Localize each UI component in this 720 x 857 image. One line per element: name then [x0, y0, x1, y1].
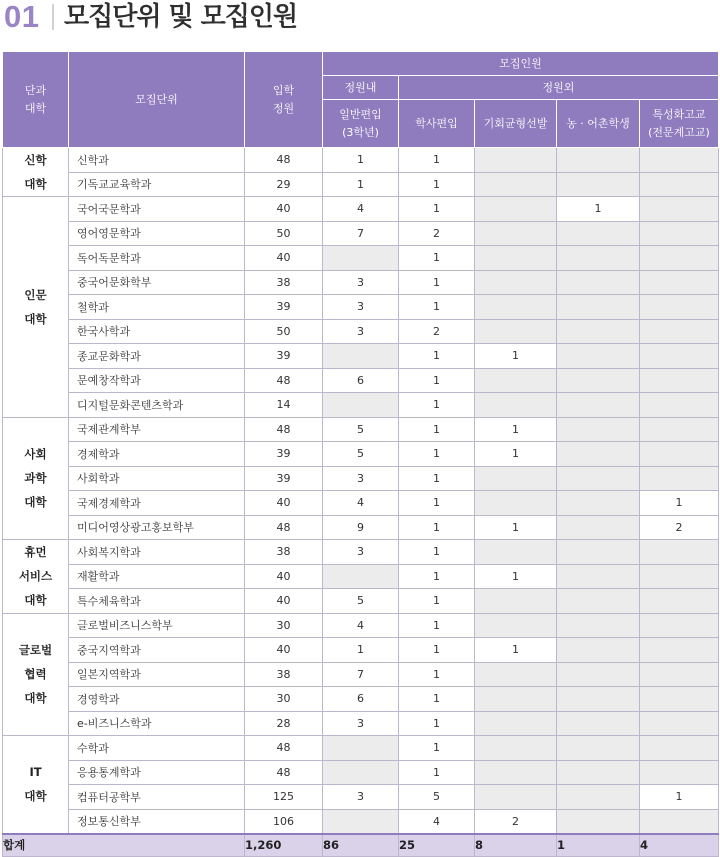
rural-cell — [557, 638, 640, 663]
quota-cell: 39 — [245, 442, 323, 467]
general-cell: 9 — [323, 515, 399, 540]
rural-cell — [557, 564, 640, 589]
dept-name: 사회학과 — [69, 466, 245, 491]
header-bachelor-transfer: 학사편입 — [399, 100, 475, 148]
special-cell — [640, 270, 719, 295]
table-row — [3, 540, 719, 565]
title-divider — [52, 4, 54, 30]
special-cell — [640, 417, 719, 442]
table-row — [3, 344, 719, 369]
dept-name: 기독교교육학과 — [69, 172, 245, 197]
general-cell — [323, 736, 399, 761]
dept-name: 경영학과 — [69, 687, 245, 712]
dept-name: 종교문화학과 — [69, 344, 245, 369]
equal-cell — [475, 466, 557, 491]
page-header — [0, 0, 720, 42]
header-within: 정원내 — [323, 76, 399, 100]
rural-cell: 1 — [557, 197, 640, 222]
quota-cell: 39 — [245, 466, 323, 491]
rural-cell — [557, 736, 640, 761]
table-row — [3, 197, 719, 222]
special-cell — [640, 246, 719, 271]
rural-cell — [557, 466, 640, 491]
equal-cell — [475, 540, 557, 565]
table-row — [3, 809, 719, 834]
college-name: 휴먼 서비스 대학 — [3, 540, 69, 614]
general-cell: 5 — [323, 442, 399, 467]
equal-cell — [475, 760, 557, 785]
header-quota: 입학 정원 — [245, 52, 323, 148]
table-row — [3, 393, 719, 418]
special-cell — [640, 760, 719, 785]
equal-cell: 1 — [475, 417, 557, 442]
rural-cell — [557, 515, 640, 540]
rural-cell — [557, 319, 640, 344]
quota-cell: 29 — [245, 172, 323, 197]
college-name: 인문 대학 — [3, 197, 69, 418]
table-body — [3, 148, 719, 834]
special-cell — [640, 319, 719, 344]
header-equal-opportunity: 기회균형선발 — [475, 100, 557, 148]
dept-name: 특수체육학과 — [69, 589, 245, 614]
table-row — [3, 417, 719, 442]
table-row — [3, 711, 719, 736]
table-row — [3, 736, 719, 761]
equal-cell: 2 — [475, 809, 557, 834]
equal-cell — [475, 246, 557, 271]
rural-cell — [557, 295, 640, 320]
table-row — [3, 785, 719, 810]
bachelor-cell: 1 — [399, 197, 475, 222]
general-cell: 7 — [323, 221, 399, 246]
table-row — [3, 270, 719, 295]
college-name: 사회 과학 대학 — [3, 417, 69, 540]
dept-name: 글로벌비즈니스학부 — [69, 613, 245, 638]
special-cell — [640, 540, 719, 565]
dept-name: 한국사학과 — [69, 319, 245, 344]
equal-cell — [475, 785, 557, 810]
equal-cell — [475, 662, 557, 687]
rural-cell — [557, 270, 640, 295]
equal-cell — [475, 687, 557, 712]
dept-name: 경제학과 — [69, 442, 245, 467]
rural-cell — [557, 417, 640, 442]
table-row — [3, 687, 719, 712]
bachelor-cell: 1 — [399, 760, 475, 785]
special-cell — [640, 613, 719, 638]
general-cell — [323, 393, 399, 418]
general-cell: 3 — [323, 319, 399, 344]
table-row — [3, 319, 719, 344]
equal-cell — [475, 221, 557, 246]
dept-name: 국어국문학과 — [69, 197, 245, 222]
header-special-highschool: 특성화고교 (전문계고교) — [640, 100, 719, 148]
quota-cell: 40 — [245, 491, 323, 516]
quota-cell: 38 — [245, 270, 323, 295]
equal-cell: 1 — [475, 344, 557, 369]
general-cell — [323, 809, 399, 834]
general-cell: 1 — [323, 638, 399, 663]
bachelor-cell: 1 — [399, 270, 475, 295]
general-cell — [323, 564, 399, 589]
special-cell: 1 — [640, 785, 719, 810]
bachelor-cell: 1 — [399, 736, 475, 761]
quota-cell: 39 — [245, 295, 323, 320]
table-row — [3, 442, 719, 467]
header-dept: 모집단위 — [69, 52, 245, 148]
bachelor-cell: 1 — [399, 589, 475, 614]
rural-cell — [557, 785, 640, 810]
bachelor-cell: 1 — [399, 393, 475, 418]
dept-name: 중국지역학과 — [69, 638, 245, 663]
quota-cell: 38 — [245, 540, 323, 565]
bachelor-cell: 2 — [399, 319, 475, 344]
general-cell: 6 — [323, 687, 399, 712]
general-cell — [323, 760, 399, 785]
table-row — [3, 564, 719, 589]
quota-cell: 38 — [245, 662, 323, 687]
special-cell: 1 — [640, 491, 719, 516]
dept-name: 국제관계학부 — [69, 417, 245, 442]
table-row — [3, 515, 719, 540]
general-cell: 4 — [323, 491, 399, 516]
table-row — [3, 246, 719, 271]
rural-cell — [557, 344, 640, 369]
special-cell — [640, 148, 719, 173]
dept-name: 사회복지학과 — [69, 540, 245, 565]
dept-name: 수학과 — [69, 736, 245, 761]
bachelor-cell: 1 — [399, 172, 475, 197]
special-cell — [640, 197, 719, 222]
bachelor-cell: 1 — [399, 711, 475, 736]
table-row — [3, 589, 719, 614]
quota-cell: 30 — [245, 613, 323, 638]
quota-cell: 40 — [245, 564, 323, 589]
equal-cell — [475, 368, 557, 393]
quota-cell: 106 — [245, 809, 323, 834]
header-college: 단과 대학 — [3, 52, 69, 148]
total-label: 합계 — [3, 834, 245, 857]
table-row — [3, 466, 719, 491]
equal-cell — [475, 711, 557, 736]
rural-cell — [557, 393, 640, 418]
table-row — [3, 221, 719, 246]
college-name: 신학 대학 — [3, 148, 69, 197]
bachelor-cell: 1 — [399, 295, 475, 320]
section-number: 01 — [4, 0, 40, 34]
table-row — [3, 662, 719, 687]
special-cell — [640, 711, 719, 736]
equal-cell: 1 — [475, 442, 557, 467]
general-cell: 3 — [323, 540, 399, 565]
dept-name: 국제경제학과 — [69, 491, 245, 516]
special-cell — [640, 221, 719, 246]
rural-cell — [557, 613, 640, 638]
general-cell: 1 — [323, 148, 399, 173]
dept-name: 철학과 — [69, 295, 245, 320]
general-cell — [323, 344, 399, 369]
rural-cell — [557, 148, 640, 173]
equal-cell — [475, 197, 557, 222]
dept-name: 영어영문학과 — [69, 221, 245, 246]
bachelor-cell: 1 — [399, 442, 475, 467]
general-cell: 3 — [323, 270, 399, 295]
bachelor-cell: 1 — [399, 491, 475, 516]
equal-cell: 1 — [475, 564, 557, 589]
page-title: 모집단위 및 모집인원 — [64, 2, 298, 32]
general-cell: 7 — [323, 662, 399, 687]
rural-cell — [557, 491, 640, 516]
rural-cell — [557, 687, 640, 712]
quota-cell: 48 — [245, 417, 323, 442]
quota-cell: 30 — [245, 687, 323, 712]
total-bachelor: 25 — [399, 834, 475, 857]
dept-name: 문예창작학과 — [69, 368, 245, 393]
total-rural: 1 — [557, 834, 640, 857]
bachelor-cell: 1 — [399, 246, 475, 271]
dept-name: 재활학과 — [69, 564, 245, 589]
rural-cell — [557, 662, 640, 687]
header-rural-student: 농 · 어촌학생 — [557, 100, 640, 148]
dept-name: 독어독문학과 — [69, 246, 245, 271]
quota-cell: 40 — [245, 246, 323, 271]
table-row — [3, 295, 719, 320]
rural-cell — [557, 246, 640, 271]
dept-name: 정보통신학부 — [69, 809, 245, 834]
total-special: 4 — [640, 834, 719, 857]
quota-cell: 40 — [245, 638, 323, 663]
header-recruit: 모집인원 — [323, 52, 719, 76]
quota-cell: 48 — [245, 760, 323, 785]
general-cell: 3 — [323, 295, 399, 320]
recruitment-table — [2, 51, 719, 857]
general-cell: 4 — [323, 197, 399, 222]
general-cell: 1 — [323, 172, 399, 197]
bachelor-cell: 1 — [399, 368, 475, 393]
equal-cell — [475, 148, 557, 173]
special-cell — [640, 736, 719, 761]
equal-cell — [475, 736, 557, 761]
special-cell — [640, 393, 719, 418]
equal-cell: 1 — [475, 638, 557, 663]
bachelor-cell: 1 — [399, 344, 475, 369]
rural-cell — [557, 172, 640, 197]
bachelor-cell: 1 — [399, 466, 475, 491]
special-cell — [640, 638, 719, 663]
table-row — [3, 613, 719, 638]
special-cell — [640, 368, 719, 393]
bachelor-cell: 2 — [399, 221, 475, 246]
quota-cell: 14 — [245, 393, 323, 418]
header-general-transfer: 일반편입 (3학년) — [323, 100, 399, 148]
quota-cell: 125 — [245, 785, 323, 810]
equal-cell — [475, 491, 557, 516]
general-cell: 3 — [323, 466, 399, 491]
bachelor-cell: 1 — [399, 687, 475, 712]
equal-cell — [475, 172, 557, 197]
rural-cell — [557, 711, 640, 736]
college-name: 글로벌 협력 대학 — [3, 613, 69, 736]
table-row — [3, 148, 719, 173]
bachelor-cell: 1 — [399, 564, 475, 589]
special-cell: 2 — [640, 515, 719, 540]
table-row — [3, 760, 719, 785]
rural-cell — [557, 368, 640, 393]
total-quota: 1,260 — [245, 834, 323, 857]
quota-cell: 48 — [245, 515, 323, 540]
table-row — [3, 172, 719, 197]
rural-cell — [557, 760, 640, 785]
equal-cell — [475, 393, 557, 418]
general-cell: 5 — [323, 589, 399, 614]
college-name: IT 대학 — [3, 736, 69, 834]
rural-cell — [557, 540, 640, 565]
general-cell: 3 — [323, 785, 399, 810]
dept-name: 일본지역학과 — [69, 662, 245, 687]
general-cell: 6 — [323, 368, 399, 393]
bachelor-cell: 1 — [399, 613, 475, 638]
quota-cell: 50 — [245, 221, 323, 246]
rural-cell — [557, 221, 640, 246]
header-outside: 정원외 — [399, 76, 719, 100]
bachelor-cell: 1 — [399, 515, 475, 540]
dept-name: 미디어영상광고홍보학부 — [69, 515, 245, 540]
dept-name: 중국어문화학부 — [69, 270, 245, 295]
total-equal: 8 — [475, 834, 557, 857]
general-cell: 3 — [323, 711, 399, 736]
rural-cell — [557, 809, 640, 834]
bachelor-cell: 1 — [399, 417, 475, 442]
equal-cell — [475, 319, 557, 344]
special-cell — [640, 809, 719, 834]
dept-name: 응용통계학과 — [69, 760, 245, 785]
dept-name: 신학과 — [69, 148, 245, 173]
equal-cell — [475, 613, 557, 638]
general-cell — [323, 246, 399, 271]
special-cell — [640, 295, 719, 320]
total-row — [3, 834, 719, 857]
total-general: 86 — [323, 834, 399, 857]
equal-cell — [475, 270, 557, 295]
equal-cell — [475, 295, 557, 320]
table-row — [3, 368, 719, 393]
quota-cell: 40 — [245, 589, 323, 614]
quota-cell: 50 — [245, 319, 323, 344]
table-row — [3, 491, 719, 516]
special-cell — [640, 466, 719, 491]
quota-cell: 48 — [245, 736, 323, 761]
equal-cell: 1 — [475, 515, 557, 540]
bachelor-cell: 4 — [399, 809, 475, 834]
equal-cell — [475, 589, 557, 614]
dept-name: 컴퓨터공학부 — [69, 785, 245, 810]
dept-name: 디지털문화콘텐츠학과 — [69, 393, 245, 418]
table-header — [3, 52, 719, 148]
bachelor-cell: 1 — [399, 148, 475, 173]
bachelor-cell: 5 — [399, 785, 475, 810]
table-row — [3, 638, 719, 663]
special-cell — [640, 344, 719, 369]
quota-cell: 39 — [245, 344, 323, 369]
special-cell — [640, 589, 719, 614]
special-cell — [640, 172, 719, 197]
quota-cell: 40 — [245, 197, 323, 222]
bachelor-cell: 1 — [399, 662, 475, 687]
quota-cell: 48 — [245, 368, 323, 393]
general-cell: 5 — [323, 417, 399, 442]
general-cell: 4 — [323, 613, 399, 638]
special-cell — [640, 662, 719, 687]
dept-name: e-비즈니스학과 — [69, 711, 245, 736]
quota-cell: 28 — [245, 711, 323, 736]
bachelor-cell: 1 — [399, 540, 475, 565]
special-cell — [640, 442, 719, 467]
rural-cell — [557, 589, 640, 614]
rural-cell — [557, 442, 640, 467]
quota-cell: 48 — [245, 148, 323, 173]
special-cell — [640, 687, 719, 712]
bachelor-cell: 1 — [399, 638, 475, 663]
special-cell — [640, 564, 719, 589]
